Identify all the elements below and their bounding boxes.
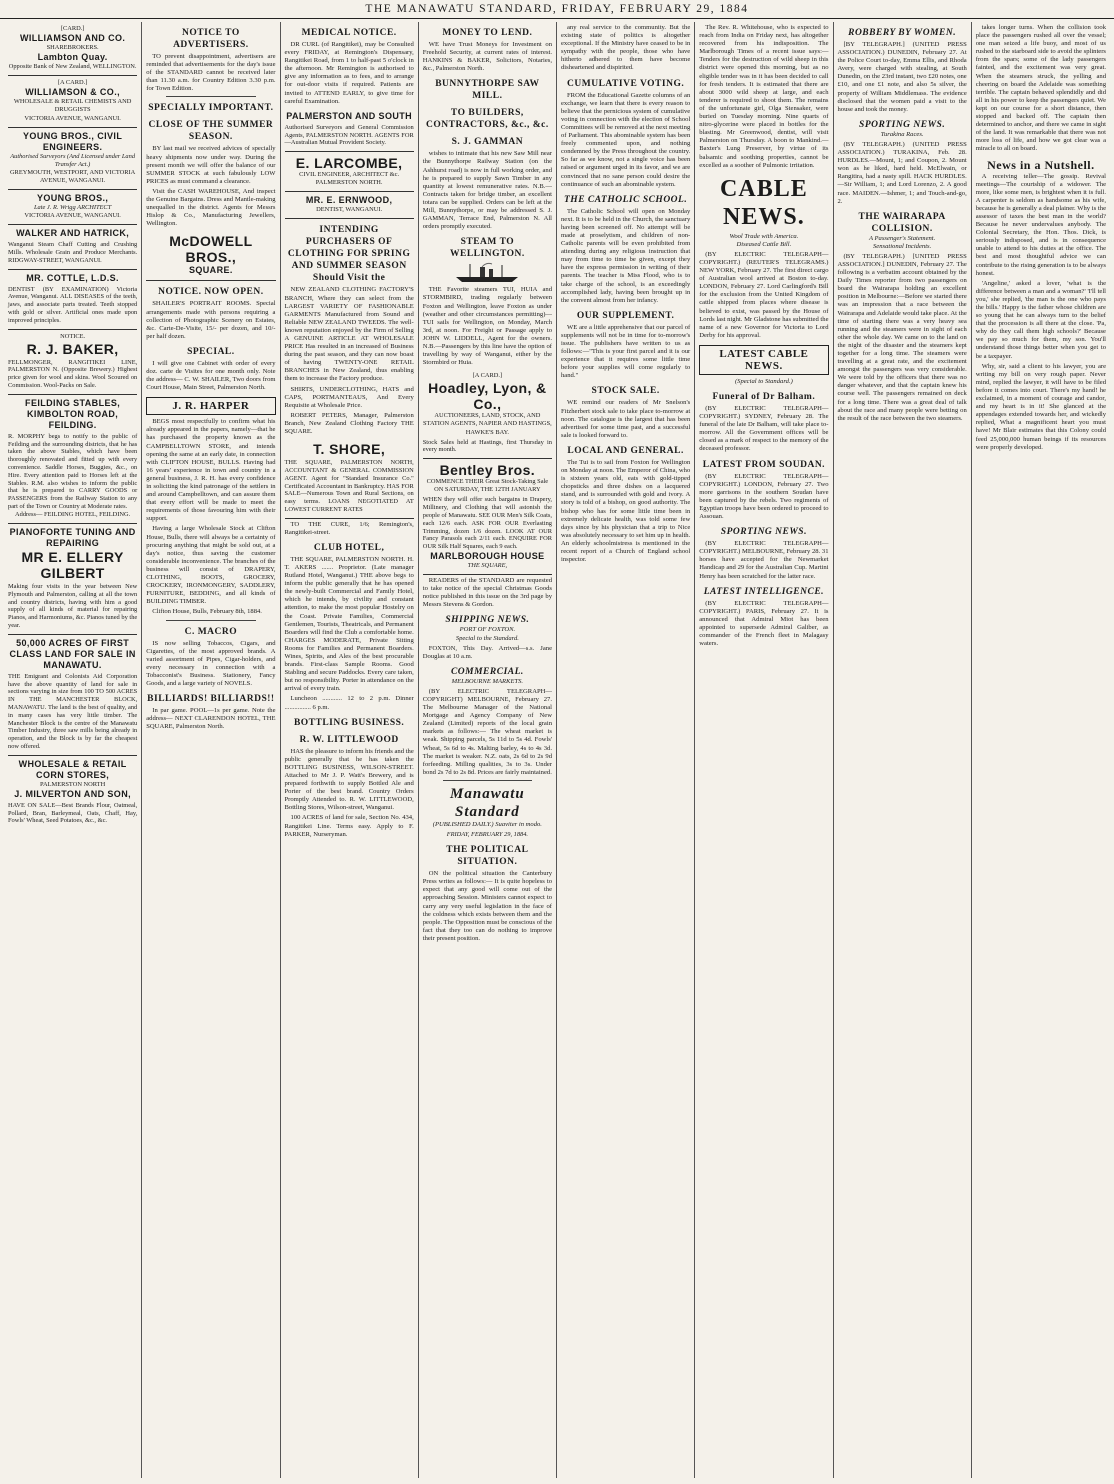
- subheading-passenger-statement: A Passenger's Statement.: [868, 234, 936, 242]
- paragraph: (BY TELEGRAPH.) (UNITED PRESS ASSOCIATION.) TURAKINA, Feb. 28. HURDLES.—Mount, 1; and Coupon, 2. Mount won as he liked, hard held. McElwain, or Rangitira, had a nasty spill. HACK HURDLES.—Sir William, 1; and Lord Lorenzo, 2. A good race. MAIDEN.—Ishmer, 1; and Touch-and-go, 2.: [837, 140, 967, 205]
- page-columns: [4, 22, 1110, 1478]
- paragraph: SHIRTS, UNDERCLOTHING, HATS and CAPS, PORTMANTEAUS, And Every Requisite at Wholesale Price.: [284, 385, 414, 409]
- ad-title: McDOWELL BROS.,: [169, 233, 253, 266]
- heading-macro: C. MACRO: [184, 626, 238, 637]
- paragraph: (BY ELECTRIC TELEGRAPH—COPYRIGHT.) SYDNEY, February 28. The funeral of the late Dr Balham, will take place to-morrow. All the Government offices will be closed as a mark of respect to the memory of the deceased professor.: [699, 405, 829, 453]
- heading-latest-intelligence: LATEST INTELLIGENCE.: [703, 586, 825, 597]
- paragraph: WE are a little apprehensive that our parcel of supplements will not be in time for to-morrow's issue. The publishers have written to us as follows:—"This is your first parcel and it is our experience that it requires some little time before your supplies will come regularly to hand.": [561, 323, 691, 380]
- ad-address: Address— FEILDING HOTEL, FEILDING.: [15, 510, 131, 518]
- ad-title: WILLIAMSON & CO.,: [25, 87, 121, 98]
- ad-body: DENTIST (BY EXAMINATION) Victoria Avenue, Wanganui. ALL DISEASES of the teeth, jaws, and associate parts treated. Teeth stopped with gold or silver. Artificial ones made upon improved principles.: [8, 285, 138, 324]
- ad-ernwood-dentist: [285, 192, 414, 219]
- paragraph: DR CURL (of Rangitikei), may be Consulted every FRIDAY, at Remington's Dispensary, Rangitikei Road, from 1 to half-past 5 o'clock in the afternoon. Mr Remington is authorised to give any information as to fees, and to arrange for out-door visits if required. Patients are invited to ATTEND EARLY, to give time for careful Examination.: [284, 41, 414, 105]
- ad-subtitle: Authorised Surveyors (And Licensed under Land Transfer Act.): [10, 152, 136, 168]
- ad-name: J. MILVERTON AND SON,: [14, 788, 131, 799]
- subheading-melbourne-markets: MELBOURNE MARKETS.: [451, 677, 524, 685]
- subheading-special: Special to the Standard.: [455, 634, 519, 642]
- paragraph: TO prevent disappointment, advertisers are reminded that advertisements for the day's issue of the STANDARD cannot be received later than 11.30 a.m. for Country Edition 3.30 p.m. for Town Edition.: [146, 53, 276, 93]
- column-7: [834, 22, 972, 1478]
- ad-notice-label: NOTICE.: [60, 332, 86, 340]
- subheading-port-foxton: PORT OF FOXTON.: [459, 626, 516, 634]
- heading-money-to-lend: MONEY TO LEND.: [442, 28, 533, 38]
- steamship-icon: [452, 262, 522, 284]
- paragraph: Clifton House, Bulls, February 8th, 1884.: [152, 608, 262, 616]
- paragraph: READERS of the STANDARD are requested to take notice of the special Christmas Goods notice published in this issue on the 3rd page by Messrs Stevens & Gordon.: [422, 577, 552, 609]
- ad-young-bros-engineers: [8, 128, 137, 190]
- masthead: [0, 0, 1114, 19]
- ad-body: Stock Sales held at Hastings, first Thursday in every month.: [422, 438, 552, 454]
- heading-political-situation: THE POLITICAL SITUATION.: [446, 845, 529, 868]
- subheading-sensational: Sensational Incidents.: [873, 242, 932, 250]
- heading-robbery-by-women: ROBBERY BY WOMEN.: [848, 28, 957, 38]
- paragraph: (BY ELECTRIC TELEGRAPH—COPYRIGHT.) LONDON, February 27. Two more garrisons in the southern Soudan have been captured by the rebels. Two regiments of Egyptian troops have been ordered to proceed to Assouan.: [699, 472, 829, 521]
- ad-place: Lambton Quay.: [37, 52, 108, 63]
- ad-title: PIANOFORTE TUNING AND REPAIRING: [9, 526, 136, 548]
- column-1: [4, 22, 142, 1478]
- ad-subtitle: WHOLESALE & RETAIL CHEMISTS AND DRUGGISTS: [13, 98, 132, 114]
- nameplate-motto: (PUBLISHED DAILY.) Suaviter in modo.: [432, 820, 542, 828]
- column-8: [972, 22, 1110, 1478]
- ad-body: THE Emigrant and Colonists Aid Corporation have the above quantity of land for sale in sections varying in size from 100 TO 500 ACRES IN THE MANCHESTER BLOCK, MANAWATU. The land is the best of quality, and in many cases has very little timber. The Manchester Block is the centre of the Manawatu Timber Industry, three saw mills being already in operation, and the Block is by far the cheapest now offered.: [8, 672, 138, 750]
- paragraph: WE remind our readers of Mr Snelson's Fitzherbert stock sale to take place to-morrow at noon. The catalogue is the largest that has been advertised for some time past, and a successful sale is looked forward to.: [561, 399, 691, 439]
- subheading-cattle-bill: Diseased Cattle Bill.: [736, 240, 792, 248]
- paragraph: BEGS most respectfully to confirm what his already appeared in the papers, namely—that he has purchased the property known as the CAMPBELLTOWN STORE, and intends opening the same at an early date, in connection with CLIFTON HOUSE, BULLS. Having had 16 years' experience in town and country in a general business, J. R. H. has every confidence in soliciting the kind patronage of the settlers in and around Campbelltown, and can assure them that every effort will be made to meet the requirements of those favouring him with their support.: [146, 418, 276, 523]
- paragraph: The Catholic School will open on Monday next. It is to be held in the Church, the sanctuary having been screened off. No attempt will be made at proselytism, and children of non-Catholic parents will be even prohibited from attending during any religious instruction that may from time to time be given, except they have the express permission in writing of their parents. The teacher is Miss Flood, who is to take charge of the school, is an exceedingly accomplished lady, having been brought up in the convent almost from her infancy.: [561, 207, 691, 304]
- column-4: [419, 22, 557, 1478]
- divider: [166, 96, 255, 97]
- ad-subtitle: DENTIST, WANGANUI.: [316, 206, 383, 214]
- heading-shipping-news: SHIPPING NEWS.: [445, 615, 530, 626]
- ad-williamson-chemists: [8, 76, 137, 127]
- paragraph: TO THE CURE, 1/6; Remington's, Rangitikei-street.: [284, 520, 414, 536]
- ad-title: WILLIAMSON AND CO.: [19, 33, 126, 44]
- ad-address: Opposite Bank of New Zealand, WELLINGTON.: [8, 63, 137, 71]
- subheading-wool-trade: Wool Trade with America.: [729, 232, 799, 240]
- ad-subtitle: SQUARE.: [188, 265, 233, 276]
- heading-harper: J. R. HARPER: [146, 397, 275, 415]
- ad-title: YOUNG BROS.,: [36, 193, 109, 204]
- paragraph: The Tui is to sail from Foxton for Wellington on Monday at noon. The Emperor of China, who is sixteen years old, eats with gold-tipped chopsticks and three dishes on a lacquered stand, and is surrounded with gold and ivory. A story is told of a bishop, on good authority. The bishop who has for some little time been in extremely delicate health, was told some few days since by his physician that a trip to Nice was absolutely necessary to set him up in health. An elderly schoolmistress is mentioned in the recent report of a Church of England school inspector.: [561, 458, 691, 564]
- ad-baker-fellmonger: [8, 330, 137, 395]
- ad-name: MR E. ELLERY GILBERT: [21, 548, 124, 581]
- paragraph: any real service to the community. But the existing state of politics is altogether exceptional. If the Ministry have ceased to be in sympathy with the people, those who have hitherto adhered to them have become disheartened and dispirited.: [561, 24, 691, 72]
- ad-title: Hoadley, Lyon, & Co.,: [428, 380, 547, 413]
- column-6: [695, 22, 833, 1478]
- ad-body: Making four visits in the year between New Plymouth and Palmerston, calling at all the town and country districts, having with him a good supply of all kinds of material for repairing Pianos, and Harmoniums, &c. Pianos tuned by the year.: [8, 582, 138, 629]
- heading-catholic-school: THE CATHOLIC SCHOOL.: [564, 194, 688, 205]
- ad-title: R. J. BAKER,: [26, 340, 119, 357]
- ad-title: Bentley Bros.: [439, 462, 536, 479]
- heading-builders: TO BUILDERS, CONTRACTORS, &c., &c.: [426, 108, 549, 131]
- heading-clothing: INTENDING PURCHASERS OF CLOTHING FOR SPRING AND SUMMER SEASON Should Visit the: [287, 225, 411, 284]
- column-5: [557, 22, 695, 1478]
- ad-title: E. LARCOMBE,: [295, 155, 403, 172]
- paragraph: WE have Trust Moneys for Investment on Freehold Security, at current rates of interest. HANKINS & BAKER, Solicitors, Notaries, &c., Palmerston North.: [422, 41, 552, 73]
- heading-specially-important: SPECIALLY IMPORTANT.: [148, 103, 274, 114]
- column-3: [281, 22, 419, 1478]
- heading-close-summer: CLOSE OF THE SUMMER SEASON.: [148, 120, 274, 143]
- paragraph: I will give one Cabinet with order of every doz. carte de Visites for one month only. Note the address— C. W. SHAILER, Two doors from Court House, Main Street, Palmerston North.: [146, 359, 276, 392]
- ad-hoadley-lyon: [423, 369, 552, 459]
- ad-address: GREYMOUTH, WESTPORT, AND VICTORIA AVENUE, WANGANUI.: [9, 168, 136, 184]
- ad-title: 50,000 ACRES OF FIRST CLASS LAND FOR SALE IN MANAWATU.: [9, 637, 136, 670]
- paragraph: (BY ELECTRIC TELEGRAPH—COPYRIGHT.) PARIS, February 27. It is announced that Admiral Miot has been appointed to supersede Admiral Galiber, as commander of the French fleet in Malagasy waters.: [699, 599, 829, 648]
- ad-subtitle: SHAREBROKERS.: [46, 44, 99, 52]
- heading-club-hotel: CLUB HOTEL,: [313, 542, 385, 553]
- paragraph: wishes to intimate that his new Saw Mill near the Bunnythorpe Railway Station (on the Ashhurst road) is now in full working order, and he is prepared to supply Sawn Timber in any quantity at lowest remunerative rates. N.B.—Contracts taken for bridge timber, an excellent totara can be supplied. Orders can be left at the Mill, Bunnythorpe, or may be addressed S. J. GAMMAN, Terrace End, Palmerston N. All orders promptly executed.: [422, 150, 552, 231]
- heading-steam-wellington: STEAM TO WELLINGTON.: [450, 237, 525, 260]
- ad-address: PALMERSTON NORTH: [40, 780, 106, 788]
- ad-subtitle: Late J. R. Wrigg ARCHITECT: [33, 204, 112, 212]
- paragraph: FOXTON, This Day. Arrived—s.s. Jane Douglas at 10 a.m.: [422, 644, 552, 660]
- paragraph: SHAILER'S PORTRAIT ROOMS. Special arrangements made with persons requiring a collection of Photographic Scenery on Estates, &c. Carte-De-Visite, 15/- per dozen, and 10/- per half dozen.: [146, 300, 276, 340]
- ad-corn-stores: [8, 756, 137, 829]
- paragraph: (BY TELEGRAPH.) [UNITED PRESS ASSOCIATION.] DUNEDIN, February 27. The following is a verbatim account obtained by the Daily Times reporter from two passengers on board the Wairarapa holding an excellent position in Melbourne:—Before we started there was an impression that a race between the Wairarapa and Adelaide would take place. At the time of starting there was a very heavy sea running and the steamers were in sight of each other the whole day. We came on to the land on the night of the disaster and the steamers kept together for a long time. The steamers were travelling at a great rate, and the excitement amongst the passengers was very considerable. We were told by the officers that there was no danger whatever, and that the captain knew his course well. The passengers remained on deck for a long time. There was a great deal of talk about the race and many people were betting on the result of the race between the two steamers.: [837, 252, 967, 422]
- heading-now-open: NOTICE. NOW OPEN.: [158, 287, 264, 298]
- heading-stock-sale: STOCK SALE.: [591, 386, 660, 397]
- ad-title: WHOLESALE & RETAIL CORN STORES,: [18, 758, 127, 780]
- heading-sporting-news: SPORTING NEWS.: [720, 527, 807, 538]
- paragraph: ROBERT PETERS, Manager, Palmerston Branch, New Zealand Clothing Factory THE SQUARE.: [284, 411, 414, 436]
- paragraph: Visit the CASH WAREHOUSE, And inspect the Genuine Bargains. Dress and Mantle-making unequalled in the district. Agents for Messrs Hislop & Co., Manufacturing Jewellers, Wellington.: [146, 187, 276, 228]
- ad-title: MR. COTTLE, L.D.S.: [26, 272, 119, 283]
- ad-address: VICTORIA AVENUE, WANGANUI.: [24, 114, 121, 122]
- paragraph: A receiving teller—The gossip. Revival meetings—The courtship of a widower. The more, like some men, is brightest when it is full. A carpenter is seldom as handsome as his wife, because he is generally a deal plainer. Why is the assessor of taxes the best man in the world? Because he never undervalues anybody. The Colonial Secretary, the Hon. Thos. Dick, is seriously indisposed, and is in consequence unable to attend to his duties at the office. The best and most thoughtful advice we can contribute to the rising generation is to be always honest.: [975, 172, 1106, 277]
- ad-store-address: THE SQUARE,: [467, 561, 508, 569]
- ad-shore: [285, 438, 414, 519]
- ad-body: Wanganui Steam Chaff Cutting and Crushing Mills. Wholesale Grain and Produce Merchants. RIDGWAY-STREET, WANGANUI.: [8, 241, 138, 264]
- heading-local-general: LOCAL AND GENERAL.: [567, 445, 684, 456]
- ad-subtitle: CIVIL ENGINEER, ARCHITECT &c. PALMERSTON NORTH.: [299, 171, 400, 187]
- ad-young-bros-architect: [8, 190, 137, 225]
- paragraph: BY last mail we received advices of specially heavy shipments now under way. During the present month we will offer the balance of our SUMMER STOCK at such fabulously LOW PRICES as must command a clearance.: [146, 145, 276, 185]
- ad-williamson-sharebrokers: [8, 22, 137, 76]
- paragraph: [BY TELEGRAPH.] (UNITED PRESS ASSOCIATION.) DUNEDIN, February 27. At the Police Court to-day, Emma Ellis, and Rhoda Avery, were charged with stealing, at South Dunedin, on the 23rd instant, two £20 notes, one £10, and one £1 note, and also 5s silver, the property of William Middlemass. The evidence disclosed that the women paid a visit to the house and took the money.: [837, 41, 967, 113]
- ad-larcombe: [285, 152, 414, 192]
- ad-date: ON SATURDAY, THE 12TH JANUARY: [434, 486, 541, 494]
- heading-funeral: Funeral of Dr Balham.: [712, 392, 816, 402]
- heading-medical-notice: MEDICAL NOTICE.: [301, 28, 397, 38]
- paragraph: (BY ELECTRIC TELEGRAPH—COPYRIGHT.) (REUTER'S TELEGRAMS.) NEW YORK, February 27. The first direct cargo of Australian wool arrived at Boston to-day. LONDON, February 27. Lord Carlingford's Bill for the exclusion from the United Kingdom of cattle shipped from places where disease is believed to exist, was passed by the House of Lords last night. Mr Gladstone has submitted the name of a new Governor for Victoria to Lord Derby for his approval.: [699, 250, 829, 339]
- ad-piano-tuning: [8, 524, 137, 635]
- heading-saw-mill: BUNNYTHORPE SAW MILL.: [435, 79, 540, 102]
- heading-wairarapa-collision: THE WAIRARAPA COLLISION.: [858, 211, 946, 234]
- heading-sporting-news: SPORTING NEWS.: [859, 119, 946, 130]
- ad-palmerston-south: [285, 108, 414, 152]
- heading-special: SPECIAL.: [187, 346, 235, 357]
- ad-body: R. MORPHY begs to notify to the public of Feilding and the surrounding districts, that he has taken the above Stables, which have been thoroughly renovated and fitted up with every convenience. Saddle Horses, Buggies, &c., on Hire. Every attention paid to Horses left at the Stables. R.M. also wishes to inform the public that he is prepared to CARRY GOODS or PASSENGERS from the Railway Station to any part of the Town or Country at Moderate rates.: [8, 432, 138, 511]
- ad-card-label: [CARD.]: [60, 25, 85, 32]
- heading-gamman: S. J. GAMMAN: [451, 137, 524, 148]
- heading-cable-news: CABLE NEWS.: [720, 175, 808, 230]
- ad-title: YOUNG BROS., CIVIL ENGINEERS.: [23, 130, 123, 152]
- ad-body: FELLMONGER, RANGITIKEI LINE, PALMERSTON N. (Opposite Brewery.) Highest price given for wool and skins. Wool Scoured on Commission. Wool-Packs on Sale.: [8, 358, 138, 390]
- ad-title: FEILDING STABLES, KIMBOLTON ROAD, FEILDING.: [25, 397, 121, 430]
- ad-card-label: [A CARD.]: [472, 372, 503, 380]
- ad-body: WHEN they will offer such bargains in Drapery, Millinery, and Clothing that will astonish the people of Manawatu. SEE OUR Men's Silk Coats, each 12/6 each. ASK FOR OUR Everlasting Trimming, dozen 1/6 dozen. LOOK AT OUR Fancy Parasols each 2/11 each. ENQUIRE FOR OUR Silk Half Squares, each 9 each.: [422, 496, 552, 551]
- ad-body: Authorised Surveyors and General Commission Agents, PALMERSTON NORTH. AGENTS FOR—Australian Mutual Provident Society.: [284, 123, 414, 147]
- paragraph: In par game. POOL—1s per game. Note the address— NEXT CLARENDON HOTEL, THE SQUARE, Palmerston North.: [146, 707, 276, 731]
- divider: [443, 780, 532, 781]
- paragraph: The Rev. R. Whitehouse, who is expected to reach from India on Friday next, has altogether recovered from his indisposition. The Marlborough Times of a recent issue says:—Tenders for the destruction of wild sheep in this district were opened this morning, but as no eligible tender was in it has been decided to call for fresh tenders. It is estimated that there are about 3000 wild sheep at large, and each tenderer is required to shoot them. The remains of the unfortunate girl, Olga Stensaker, were buried on Tuesday morning. Nine quarts of nitro-glycerine were placed in bottles for the blasting. Mr Greenwood, dentist, will visit Palmerston on Thursday. A boon to Mankind.—Baxter's Lung Preserver, by virtue of its balsamic and soothing properties, cannot be excelled as a soother of Pulmonic irritation.: [699, 24, 829, 169]
- heading-littlewood: R. W. LITTLEWOOD: [299, 734, 399, 745]
- subheading-special: (Special to Standard.): [734, 377, 793, 385]
- heading-soudan: LATEST FROM SOUDAN.: [702, 459, 826, 470]
- ad-title: T. SHORE,: [313, 441, 386, 458]
- ad-body: THE SQUARE, PALMERSTON NORTH, ACCOUNTANT & GENERAL COMMISSION AGENT. Agent for "Standard Insurance Co." Certificated Accountant in Bankruptcy. HAS FOR SALE—Numerous Town and Rural Sections, on easy terms. LOANS NEGOTIATED AT LOWEST CURRENT RATES: [284, 459, 414, 513]
- divider: [166, 620, 255, 621]
- paragraph: (BY ELECTRIC TELEGRAPH—COPYRIGHT) MELBOURNE, February 27. The Melbourne Manager of the National Mortgage and Agency Company of New Zealand (Limited) reports of the local grain markets as follows:— The wheat market is weak. Shipping parcels, 5s 11d to 5s 4d. Fowls' Wheat, 5s 6d to 4s. Malting barley, 4s to 4s 3d. The market is weaker. N.Z. oats, 2s 6d to 2s 9d forfeeding. Milling qualities, 3s to 3s. Under bond 2s 7d to 2s 8d. Prices are fairly maintained.: [422, 687, 552, 776]
- paragraph: 'Angeline,' asked a lover, 'what is the difference between a man and a woman?' 'I'll tell you,' she replied, 'the man is the one who pays the bills.' Happy is the father whose children are so young that he can always turn to the belief that the procession is all there at the close. 'Pa, why do they call them high schools?' Because we pay so much for them, my son. You'll understand those things better when you get to be a taxpayer.: [975, 279, 1106, 360]
- ad-title: MR. E. ERNWOOD,: [305, 195, 393, 206]
- ad-walker-hatrick: [8, 225, 137, 269]
- paragraph: Luncheon ............ 12 to 2 p.m. Dinner ................ 6 p.m.: [284, 695, 414, 711]
- heading-notice-advertisers: NOTICE TO ADVERTISERS.: [173, 28, 249, 50]
- paragraph: (BY ELECTRIC TELEGRAPH—COPYRIGHT.) MELBOURNE, February 28. 31 horses have accepted for the Newmarket Handicap and 29 for the Australian Cup. Martini Henry has been scratched for the latter race.: [699, 540, 829, 580]
- paragraph: THE SQUARE, PALMERSTON NORTH. H. T. AKERS ....... Proprietor. (Late manager Rutland Hotel, Wanganui.) THE above begs to inform the public generally that he has opened the newly-built Commercial and Family Hotel, which he intends, by civility and constant attention, to make the most popular Hostelry on the Coast. Private Families, Commercial Gentlemen, Tourists, Theatricals, and Permanent Boarders will find the Club a comfortable home. CHARGES MODERATE, Private Sitting Rooms for Families and Permanent Boarders. Wines, Spirits, and Ales of the best procurable brands. First-class Sample Rooms. Good Stabling and secure Paddocks. Every care taken, but no responsibility. Porter in attendance on the arrival of every train.: [284, 555, 414, 693]
- newspaper-nameplate: Manawatu Standard: [450, 785, 525, 820]
- heading-our-supplement: OUR SUPPLEMENT.: [576, 310, 675, 321]
- column-2: [142, 22, 280, 1478]
- paragraph: 100 ACRES of land for sale, Section No. 434, Rangitikei Line. Terms easy. Apply to F. PARKER, Nurseryman.: [284, 814, 414, 838]
- heading-commercial: COMMERCIAL.: [450, 666, 524, 677]
- heading-cumulative-voting: CUMULATIVE VOTING.: [567, 78, 685, 89]
- paragraph: NEW ZEALAND CLOTHING FACTORY'S BRANCH, Where they can select from the LARGEST VARIETY OF FASHIONABLE GARMENTS Manufactured from Sound and Reliable NEW ZEALAND TWEEDS. The well-known reputation enjoyed by the Firm of Selling A GENUINE ARTICLE AT WHOLESALE PRICE Has resulted in an increased of Business during the past season, and they can now boast of having TWENTY-ONE RETAIL BRANCHES in New Zealand, thus enabling them to increase the Factory produce.: [284, 286, 414, 383]
- paragraph: Why, sir, said a client to his lawyer, you are writing my bill on very rough paper. Never mind, replied the lawyer, it will have to be filed before it comes into court. There's my hand! he exclaimed, in a moment of courage and candor, and my heart is in it! She glanced at the appendages extended towards her, and wickedly replied, What a magnificent heart you must have! Mr Blair estimates that this Colony could feed 25,000,000 human beings if its resources were properly developed.: [975, 362, 1106, 451]
- ad-title: WALKER AND HATRICK,: [16, 228, 130, 239]
- heading-bottling: BOTTLING BUSINESS.: [293, 717, 405, 728]
- paragraph: IS now selling Tobaccos, Cigars, and Cigarettes, of the most approved brands. A varied assortment of Pipes, Cigar-holders, and every necessary in connection with a Tobacconist's Business. Stationery, Fancy Goods, and a large variety of NOVELS.: [146, 639, 276, 687]
- ad-subtitle: COMMENCE THEIR Great Stock-Taking Sale: [426, 478, 549, 486]
- ad-card-label: [A CARD.]: [57, 79, 88, 87]
- ad-bentley-bros: [423, 459, 552, 575]
- ad-feilding-stables: [8, 395, 137, 524]
- ad-body: HAVE ON SALE—Best Brands Flour, Oatmeal, Pollard, Bran, Barleymeal, Oats, Chaff, Hay, Fowls' Wheat, Seed Potatoes, &c., &c.: [8, 801, 138, 825]
- paragraph: HAS the pleasure to inform his friends and the public generally that he has taken the BOTTLING BUSINESS, WILSON-STREET. Attached to Mr J. P. Watt's Brewery, and is prepared forthwith to supply Bottled Ale and Porter of the best brand. Country Orders Promptly Attended to. R. W. LITTLEWOOD, Bottling Stores, Wilson-street, Wanganui.: [284, 747, 414, 812]
- ad-subtitle: AUCTIONEERS, LAND, STOCK, AND STATION AGENTS, NAPIER AND HASTINGS, HAWKE'S BAY.: [423, 412, 552, 436]
- ad-address: VICTORIA AVENUE, WANGANUI.: [24, 212, 121, 220]
- paragraph: takes longer turns. When the collision took place the passengers rushed all over the vessel; one man seized a life buoy, and most of us rushed to the starboard side to avoid the splinters from the spars; some of the lady passengers fainted, and the excitement was very great. When the steamers struck, the yelling and cheering on board the Adelaide was something terrible. The captain behaved splendidly and did all in his power to keep the passengers quiet. We kept on our course for a short distance, then stopped and backed off. The captain then determined to anchor, and there we came in sight of the land. It was remarkable that there was not more loss of life, and how we got clear was a miracle to all on board.: [975, 24, 1106, 153]
- paragraph: THE Favorite steamers TUI, HUIA and STORMBIRD, trading regularly between Foxton and Wellington, leave Foxton as under (weather and other circumstances permitting)— TUI sails for Wellington, on Monday, March 3rd, at noon. For Freight or Passage apply to JOHN W. LIDDELL, Agent for the owners. N.B.—Passengers by this line have the option of travelling by way of Wanganui, either by the Stormbird or Huia.: [422, 286, 552, 367]
- heading-latest-cable-news: LATEST CABLE NEWS.: [699, 345, 828, 375]
- ad-land-for-sale: [8, 635, 137, 756]
- ad-mcdowell-bros: [146, 230, 275, 281]
- subheading-turakina-races: Turakina Races.: [880, 130, 924, 138]
- paragraph: Having a large Wholesale Stock at Clifton House, Bulls, there will always be a certainty of procuring anything that might be sold out, at a day's notice, thus saving the customer considerable inconvenience. The branches of the business will consist of DRAPERY, CLOTHING, BOOTS, GROCERY, CROCKERY, IRONMONGERY, SADDLERY, FURNITURE, BEDDING, and all kinds of BUILDING TIMBER.: [146, 525, 276, 606]
- heading-billiards: BILLIARDS! BILLIARDS!!: [147, 694, 275, 705]
- heading-news-nutshell: News in a Nutshell.: [987, 157, 1095, 172]
- masthead-title: THE MANAWATU STANDARD, FRIDAY, FEBRUARY 29, 1884: [365, 3, 749, 15]
- issue-date: FRIDAY, FEBRUARY 29, 1884.: [446, 831, 529, 839]
- paragraph: ON the political situation the Canterbury Press writes as follows:— It is quite hopeless to expect that any good will come out of the approaching Session. Ministers cannot expect to carry any very useful legislation in the face of the coldness which exists between them and the people. The Opposition must be conscious of the fact that they too can do nothing to improve their present position.: [422, 870, 552, 942]
- ad-cottle-dentist: [8, 270, 137, 330]
- ad-title: PALMERSTON AND SOUTH: [286, 110, 413, 121]
- ad-store-name: MARLBOROUGH HOUSE: [430, 550, 545, 561]
- paragraph: FROM the Educational Gazette columns of an exchange, we learn that there is every reason to believe that the pernicious system of cumulative voting in connection with the election of School Committees will be removed at the next meeting of Parliament. This abominable system has been freely commented upon, and nothing condemned by the Press throughout the country. So far as we know, not a single voice has been raised or argument urged in its favor, and we are convinced that no sane person could desire the continuance of such an abominable system.: [561, 91, 691, 188]
